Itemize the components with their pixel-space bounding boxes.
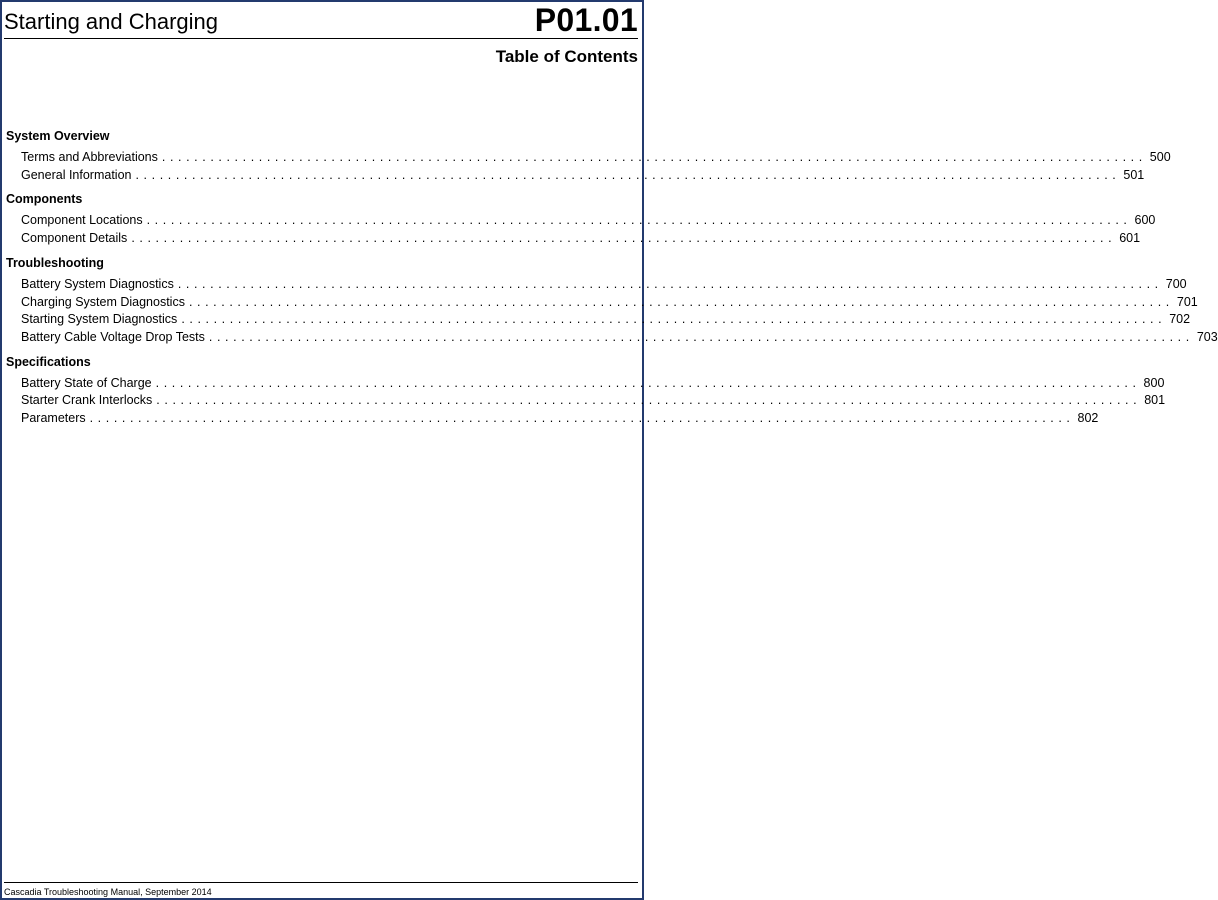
- toc-entry-page: 500: [1149, 150, 1171, 164]
- dot-leader: ..........................................................................................................................: [181, 312, 1167, 327]
- section-code: P01.01: [534, 2, 638, 38]
- toc-entry[interactable]: [6, 410, 1099, 428]
- dot-leader: ..........................................................................................................................: [188, 294, 1174, 309]
- toc-entry[interactable]: [6, 167, 1145, 185]
- toc-entry-label: Battery State of Charge: [21, 375, 152, 390]
- toc-entry-page: 501: [1123, 167, 1145, 182]
- document-title: Starting and Charging: [4, 9, 219, 34]
- toc-entry-label: Battery System Diagnostics: [21, 276, 174, 291]
- toc-entry[interactable]: [6, 392, 1166, 410]
- page-footer: Cascadia Troubleshooting Manual, September 2014: [4, 882, 638, 898]
- dot-leader: ..........................................................................................................................: [131, 231, 1117, 246]
- toc-entry-label: Component Locations: [21, 213, 143, 228]
- toc-entry-page: 700: [1165, 276, 1187, 291]
- dot-leader: ..........................................................................................................................: [89, 411, 1075, 426]
- toc-entry-page: 701: [1176, 294, 1198, 309]
- toc-entry-label: Component Details: [21, 231, 128, 246]
- toc-entry[interactable]: [6, 212, 1156, 230]
- dot-leader: ..........................................................................................................................: [208, 329, 1194, 344]
- table-of-contents: [6, 128, 1218, 428]
- toc-entry-label: Starter Crank Interlocks: [21, 393, 153, 408]
- toc-entry[interactable]: [6, 149, 1171, 167]
- dot-leader: ..........................................................................................................................: [135, 167, 1121, 182]
- toc-entry-page: 802: [1077, 411, 1099, 426]
- toc-entry[interactable]: [6, 329, 1218, 347]
- toc-section-heading: Components: [6, 192, 83, 207]
- toc-entry-label: Terms and Abbreviations: [21, 150, 158, 164]
- dot-leader: ..........................................................................................................................: [177, 276, 1163, 291]
- toc-entry-page: 801: [1144, 393, 1166, 408]
- toc-entry[interactable]: [6, 294, 1198, 312]
- toc-section-heading: Specifications: [6, 354, 91, 369]
- dot-leader: ..........................................................................................................................: [155, 375, 1141, 390]
- dot-leader: ..........................................................................................................................: [156, 393, 1142, 408]
- toc-entry[interactable]: [6, 230, 1141, 248]
- toc-entry[interactable]: [6, 375, 1165, 393]
- toc-entry-page: 800: [1143, 375, 1165, 390]
- toc-section-heading: Troubleshooting: [6, 255, 104, 270]
- toc-entry-label: Parameters: [21, 411, 86, 426]
- toc-entry[interactable]: [6, 276, 1187, 294]
- toc-section-heading: System Overview: [6, 129, 110, 143]
- page-header: [4, 4, 638, 39]
- dot-leader: ..........................................................................................................................: [161, 150, 1147, 164]
- toc-entry-page: 601: [1119, 231, 1141, 246]
- toc-entry-label: Starting System Diagnostics: [21, 312, 178, 327]
- toc-entry-label: General Information: [21, 167, 132, 182]
- dot-leader: ..........................................................................................................................: [146, 213, 1132, 228]
- toc-entry-page: 600: [1134, 213, 1156, 228]
- toc-entry-label: Battery Cable Voltage Drop Tests: [21, 329, 205, 344]
- toc-title: Table of Contents: [495, 47, 638, 66]
- toc-entry-page: 702: [1169, 312, 1191, 327]
- toc-entry-page: 703: [1196, 329, 1218, 344]
- toc-entry-label: Charging System Diagnostics: [21, 294, 185, 309]
- toc-entry[interactable]: [6, 311, 1191, 329]
